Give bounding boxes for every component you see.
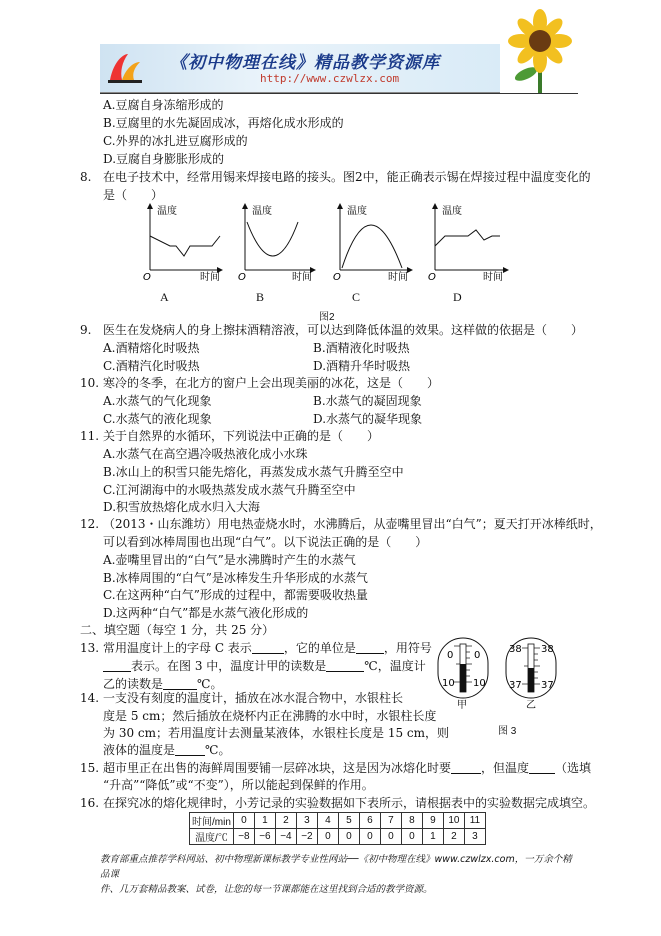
table-cell-temp: 0 [338, 829, 359, 845]
thermometer-jia [438, 638, 488, 710]
jia-tick-bottom-left: 10 [442, 678, 455, 689]
graph-d-ylabel: 温度 [442, 206, 462, 217]
graph-a-xlabel: 时间 [200, 272, 220, 282]
q10-number: 10. [80, 376, 100, 390]
graph-d [428, 204, 508, 282]
graph-c-ylabel: 温度 [347, 206, 367, 217]
q11-option-c: C.江河湖海中的水吸热蒸发成水蒸气升腾至空中 [103, 483, 356, 497]
q15-line-2: “升高”“降低”或“不变”），所以能起到保鲜的作用。 [103, 778, 374, 792]
table-cell-time: 6 [359, 813, 380, 829]
table-row-time [190, 813, 486, 829]
q12-option-b: B.冰棒周围的“白气”是冰棒发生升华形成的水蒸气 [103, 571, 368, 585]
q12-number: 12. [80, 517, 100, 531]
table-head-temp: 温度/℃ [190, 829, 234, 845]
q10-option-b: B.水蒸气的凝固现象 [313, 394, 422, 408]
section-heading: 二、填空题（每空 1 分，共 25 分） [80, 623, 275, 637]
q10-option-d: D.水蒸气的凝华现象 [313, 412, 423, 426]
q11-option-a: A.水蒸气在高空遇冷吸热液化成小水珠 [103, 447, 308, 461]
q14-line-3: 为 30 cm；若用温度计去测量某液体，水银柱长度是 15 cm，则 [103, 726, 449, 740]
graph-b-xlabel: 时间 [292, 272, 312, 282]
graph-c [333, 204, 412, 282]
fig2-graphs [140, 200, 520, 282]
graph-a-ylabel: 温度 [157, 206, 177, 217]
yi-tick-top-right: 38 [541, 644, 554, 655]
table-cell-temp: −2 [296, 829, 317, 845]
site-title: 《初中物理在线》精品教学资源库 [170, 53, 440, 73]
q11-option-b: B.冰山上的积雪只能先熔化，再蒸发成水蒸气升腾至空中 [103, 465, 404, 479]
table-cell-time: 10 [443, 813, 464, 829]
graph-a [143, 204, 222, 282]
footer-line-1: 教育部重点推荐学科网站、初中物理新课标教学专业性网站──《初中物理在线》www.czwlzx.com，一万余个精品课 [100, 854, 572, 880]
q13-line-3: 乙的读数是 ℃。 [103, 677, 223, 691]
table-cell-temp: 0 [359, 829, 380, 845]
graph-c-origin: O [333, 272, 341, 282]
site-logo-icon [106, 50, 146, 86]
table-cell-time: 8 [401, 813, 422, 829]
yi-tick-bottom-right: 37 [541, 680, 554, 691]
table-cell-temp: −8 [233, 829, 254, 845]
q8-stem-2: 是（ ） [103, 188, 164, 202]
table-cell-time: 0 [233, 813, 254, 829]
q9-option-a: A.酒精熔化时吸热 [103, 341, 200, 355]
q10-stem: 寒冷的冬季，在北方的窗户上会出现美丽的冰花，这是（ ） [103, 376, 440, 390]
table-cell-temp: −6 [254, 829, 275, 845]
table-cell-temp: 1 [422, 829, 443, 845]
q12-option-d: D.这两种“白气”都是水蒸气液化形成的 [103, 606, 309, 620]
graph-b-ylabel: 温度 [252, 206, 272, 217]
table-head-time: 时间/min [190, 813, 234, 829]
q11-stem: 关于自然界的水循环，下列说法中正确的是（ ） [103, 429, 380, 443]
thermometer-yi [506, 638, 556, 710]
graph-label-c: C [352, 290, 361, 304]
q7-option-a: A.豆腐自身冻缩形成的 [103, 98, 224, 112]
site-banner [100, 44, 500, 93]
table-cell-time: 4 [317, 813, 338, 829]
fig3-caption: 图 3 [498, 726, 517, 737]
table-cell-temp: 0 [380, 829, 401, 845]
q12-stem-1: （2013・山东潍坊）用电热壶烧水时，水沸腾后，从壶嘴里冒出“白气”；夏天打开冰棒纸时， [103, 517, 602, 531]
table-cell-time: 7 [380, 813, 401, 829]
thermometer-yi-label: 乙 [526, 700, 536, 710]
site-url: http://www.czwlzx.com [260, 72, 400, 85]
q14-line-1: 一支没有刻度的温度计，插放在冰水混合物中，水银柱长 [103, 691, 404, 705]
thermometer-jia-label: 甲 [457, 700, 467, 710]
table-cell-temp: 0 [317, 829, 338, 845]
q13-line-1: 常用温度计上的字母 C 表示 ，它的单位是 ，用符号 [103, 641, 432, 655]
fig3-thermometers [436, 636, 566, 710]
table-cell-time: 1 [254, 813, 275, 829]
graph-c-xlabel: 时间 [388, 272, 408, 282]
q8-stem-1: 在电子技术中，经常用锡来焊接电路的接头。图2中，能正确表示锡在焊接过程中温度变化的 [103, 170, 591, 184]
header-rule [100, 93, 578, 94]
sunflower-icon [500, 8, 580, 94]
q7-option-c: C.外界的冰扎进豆腐形成的 [103, 134, 248, 148]
graph-b-origin: O [238, 272, 246, 282]
q12-option-c: C.在这两种“白气”形成的过程中，都需要吸收热量 [103, 588, 368, 602]
q9-number: 9. [80, 323, 92, 337]
graph-d-origin: O [428, 272, 436, 282]
fig2-caption: 图2 [319, 312, 335, 323]
table-cell-time: 9 [422, 813, 443, 829]
jia-tick-top-right: 0 [474, 650, 481, 661]
table-cell-temp: 2 [443, 829, 464, 845]
table-cell-time: 5 [338, 813, 359, 829]
graph-label-b: B [256, 290, 265, 304]
q9-option-b: B.酒精液化时吸热 [313, 341, 410, 355]
q15-line-1: 超市里正在出售的海鲜周围要铺一层碎冰块，这是因为冰熔化时要 ，但温度 （选填 [103, 761, 592, 775]
q12-stem-2: 可以看到冰棒周围也出现“白气”。以下说法正确的是（ ） [103, 535, 428, 549]
q10-option-a: A.水蒸气的气化现象 [103, 394, 212, 408]
jia-tick-top-left: 0 [447, 650, 454, 661]
q16-number: 16. [80, 796, 100, 810]
q9-option-c: C.酒精汽化时吸热 [103, 359, 200, 373]
q13-line-2: 表示。在图 3 中，温度计甲的读数是 ℃，温度计 [103, 658, 426, 674]
table-row-temp [190, 829, 486, 845]
q7-option-d: D.豆腐自身膨胀形成的 [103, 152, 225, 166]
table-cell-time: 3 [296, 813, 317, 829]
table-cell-temp: 3 [464, 829, 485, 845]
table-cell-time: 2 [275, 813, 296, 829]
q10-option-c: C.水蒸气的液化现象 [103, 412, 212, 426]
table-cell-time: 11 [464, 813, 485, 829]
yi-tick-top-left: 38 [509, 644, 522, 655]
data-table [189, 812, 486, 845]
footer-line-2: 件、几万套精品教案、试卷，让您的每一节课都能在这里找到合适的教学资源。 [100, 884, 433, 895]
q15-number: 15. [80, 761, 100, 775]
q7-option-b: B.豆腐里的水先凝固成冰，再熔化成水形成的 [103, 116, 344, 130]
graph-d-xlabel: 时间 [483, 272, 503, 282]
q9-option-d: D.酒精升华时吸热 [313, 359, 411, 373]
jia-tick-bottom-right: 10 [473, 678, 486, 689]
graph-a-origin: O [143, 272, 151, 282]
q13-number: 13. [80, 641, 100, 655]
yi-tick-bottom-left: 37 [509, 680, 522, 691]
q12-option-a: A.壶嘴里冒出的“白气”是水沸腾时产生的水蒸气 [103, 553, 356, 567]
q11-option-d: D.积雪放热熔化成水归入大海 [103, 500, 261, 514]
q14-line-4: 液体的温度是 ℃。 [103, 743, 231, 757]
graph-b [238, 204, 315, 282]
q16-stem: 在探究冰的熔化规律时，小芳记录的实验数据如下表所示，请根据表中的实验数据完成填空。 [103, 796, 596, 810]
page-footer [100, 852, 580, 897]
q8-number: 8. [80, 170, 92, 184]
q11-number: 11. [80, 429, 100, 443]
graph-label-d: D [453, 290, 462, 304]
table-cell-temp: 0 [401, 829, 422, 845]
q9-stem: 医生在发烧病人的身上擦抹酒精溶液，可以达到降低体温的效果。这样做的依据是（ ） [103, 323, 584, 337]
q14-line-2: 度是 5 cm；然后插放在烧杯内正在沸腾的水中时，水银柱长度 [103, 709, 437, 723]
graph-label-a: A [160, 290, 169, 304]
q14-number: 14. [80, 691, 100, 705]
table-cell-temp: −4 [275, 829, 296, 845]
